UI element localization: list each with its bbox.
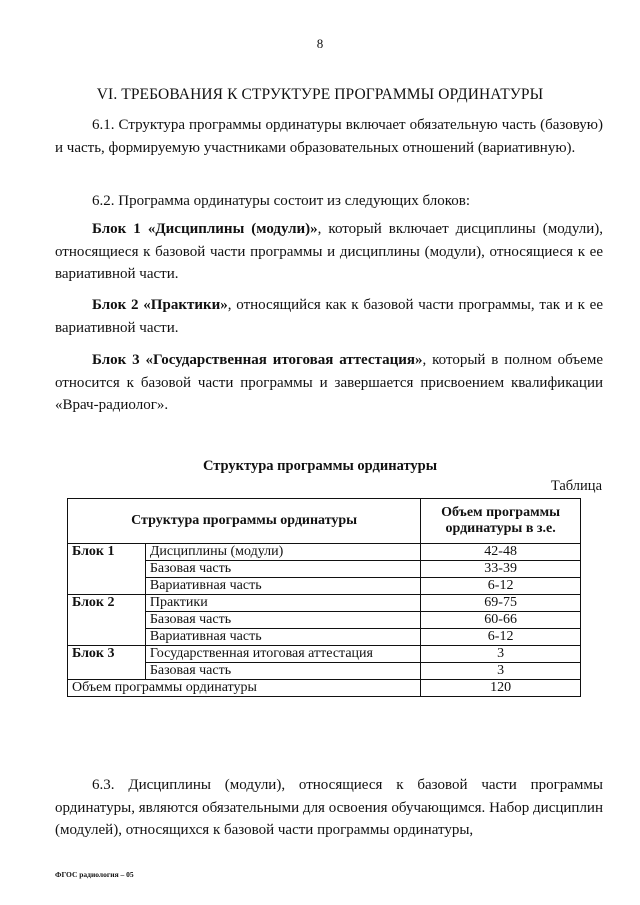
table-row <box>68 629 581 646</box>
block-3-description: , который в полном объеме относится к базовой части программы и завершается присвоением квалификации «Врач-радиолог». <box>55 352 603 413</box>
row-label: Практики <box>145 595 420 612</box>
header-volume: Объем программы ординатуры в з.е. <box>421 499 581 544</box>
block-2-title: Блок 2 «Практики» <box>92 297 228 313</box>
block-1-cell: Блок 1 <box>68 544 146 595</box>
row-value: 69-75 <box>421 595 581 612</box>
block-3-cell: Блок 3 <box>68 646 146 680</box>
table-row <box>68 612 581 629</box>
block-3-title: Блок 3 «Государственная итоговая аттестация» <box>92 352 423 368</box>
structure-table <box>67 498 581 697</box>
table-row <box>68 578 581 595</box>
table-row <box>68 561 581 578</box>
paragraph-6-2: 6.2. Программа ординатуры состоит из следующих блоков: <box>92 193 470 209</box>
row-value: 3 <box>421 663 581 680</box>
block-1-title: Блок 1 «Дисциплины (модули)» <box>92 221 318 237</box>
table-header-row <box>68 499 581 544</box>
row-label: Базовая часть <box>145 663 420 680</box>
page-number: 8 <box>316 36 324 51</box>
row-label: Государственная итоговая аттестация <box>145 646 420 663</box>
total-value: 120 <box>421 680 581 697</box>
paragraph-6-3: 6.3. Дисциплины (модули), относящиеся к базовой части программы ординатуры, являются обязательными для освоения обучающимся. Набор дисциплин (модулей), относящихся к базовой части программы ординатуры, <box>55 777 603 838</box>
table-total-row <box>68 680 581 697</box>
block-2-description: , относящийся как к базовой части программы, так и к ее вариативной части. <box>55 297 603 336</box>
section-heading: VI. ТРЕБОВАНИЯ К СТРУКТУРЕ ПРОГРАММЫ ОРДИНАТУРЫ <box>96 86 544 103</box>
total-label: Объем программы ординатуры <box>68 680 421 697</box>
footer-document-code: ФГОС радиология – 05 <box>55 870 134 879</box>
table-row <box>68 595 581 612</box>
table-label: Таблица <box>550 478 602 494</box>
row-label: Дисциплины (модули) <box>145 544 420 561</box>
row-value: 6-12 <box>421 629 581 646</box>
row-label: Вариативная часть <box>145 629 420 646</box>
paragraph-block-1 <box>55 218 603 286</box>
row-value: 33-39 <box>421 561 581 578</box>
table-row <box>68 544 581 561</box>
row-label: Базовая часть <box>145 561 420 578</box>
paragraph-block-3 <box>55 349 603 417</box>
table-row <box>68 663 581 680</box>
header-structure: Структура программы ординатуры <box>68 499 421 544</box>
row-value: 3 <box>421 646 581 663</box>
paragraph-6-1: 6.1. Структура программы ординатуры включает обязательную часть (базовую) и часть, формируемую участниками образовательных отношений (вариативную). <box>55 117 603 156</box>
block-2-cell: Блок 2 <box>68 595 146 646</box>
row-label: Базовая часть <box>145 612 420 629</box>
table-row <box>68 646 581 663</box>
block-1-description: , который включает дисциплины (модули), относящиеся к базовой части программы и дисциплины (модули), относящиеся к ее вариативной части. <box>55 221 603 282</box>
row-value: 42-48 <box>421 544 581 561</box>
row-label: Вариативная часть <box>145 578 420 595</box>
paragraph-block-2 <box>55 294 603 339</box>
row-value: 60-66 <box>421 612 581 629</box>
table-title: Структура программы ординатуры <box>202 458 438 474</box>
row-value: 6-12 <box>421 578 581 595</box>
